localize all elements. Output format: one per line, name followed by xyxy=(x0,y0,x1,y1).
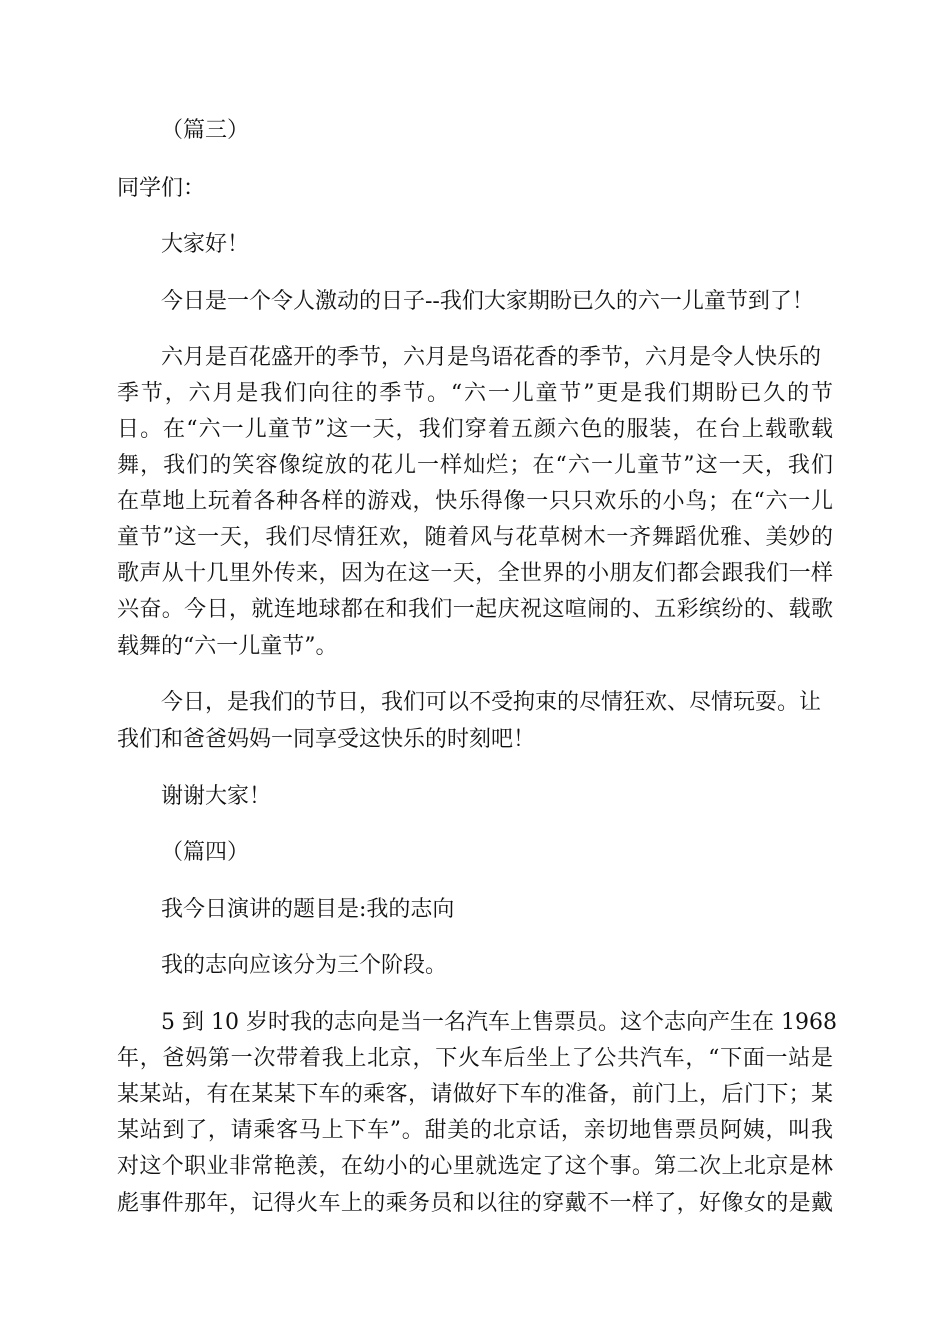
paragraph-line: 歌声从十几里外传来，因为在这一天，全世界的小朋友们都会跟我们一样 xyxy=(117,561,833,586)
paragraph-line: 5 到 10 岁时我的志向是当一名汽车上售票员。这个志向产生在 1968 xyxy=(161,1010,837,1035)
paragraph-line: 我们和爸爸妈妈一同享受这快乐的时刻吧！ xyxy=(117,727,536,752)
section-heading-3: （篇三） xyxy=(161,118,250,143)
paragraph-line: 彪事件那年，记得火车上的乘务员和以往的穿戴不一样了，好像女的是戴 xyxy=(117,1191,833,1216)
paragraph-line: 我的志向应该分为三个阶段。 xyxy=(161,953,448,978)
paragraph-line: 兴奋。今日，就连地球都在和我们一起庆祝这喧闹的、五彩缤纷的、载歌 xyxy=(117,597,833,622)
paragraph-line: 载舞的“六一儿童节”。 xyxy=(117,634,338,659)
paragraph-line: 六月是百花盛开的季节，六月是鸟语花香的季节，六月是令人快乐的 xyxy=(161,345,822,370)
paragraph-line: 今日是一个令人激动的日子--我们大家期盼已久的六一儿童节到了！ xyxy=(161,289,814,314)
section-heading-4: （篇四） xyxy=(161,840,250,865)
paragraph-line: 在草地上玩着各种各样的游戏，快乐得像一只只欢乐的小鸟；在“六一儿 xyxy=(117,489,833,514)
closing-thanks: 谢谢大家！ xyxy=(161,784,272,809)
paragraph-line: 今日，是我们的节日，我们可以不受拘束的尽情狂欢、尽情玩耍。让 xyxy=(161,690,822,715)
paragraph-line: 舞，我们的笑容像绽放的花儿一样灿烂；在“六一儿童节”这一天，我们 xyxy=(117,453,833,478)
paragraph-line: 某某站，有在某某下车的乘客，请做好下车的准备，前门上，后门下；某 xyxy=(117,1082,833,1107)
paragraph-line: 年，爸妈第一次带着我上北京，下火车后坐上了公共汽车，“下面一站是 xyxy=(117,1046,833,1071)
paragraph-line: 某站到了，请乘客马上下车”。甜美的北京话，亲切地售票员阿姨，叫我 xyxy=(117,1118,833,1143)
paragraph-line: 童节”这一天，我们尽情狂欢，随着风与花草树木一齐舞蹈优雅、美妙的 xyxy=(117,525,833,550)
salutation: 同学们： xyxy=(117,176,206,201)
paragraph-line: 季节，六月是我们向往的季节。“六一儿童节”更是我们期盼已久的节 xyxy=(117,381,833,406)
greeting: 大家好！ xyxy=(161,232,250,257)
speech-title-line: 我今日演讲的题目是:我的志向 xyxy=(161,897,455,922)
paragraph-line: 对这个职业非常艳羡，在幼小的心里就选定了这个事。第二次上北京是林 xyxy=(117,1154,833,1179)
paragraph-line: 日。在“六一儿童节”这一天，我们穿着五颜六色的服装，在台上载歌载 xyxy=(117,417,833,442)
